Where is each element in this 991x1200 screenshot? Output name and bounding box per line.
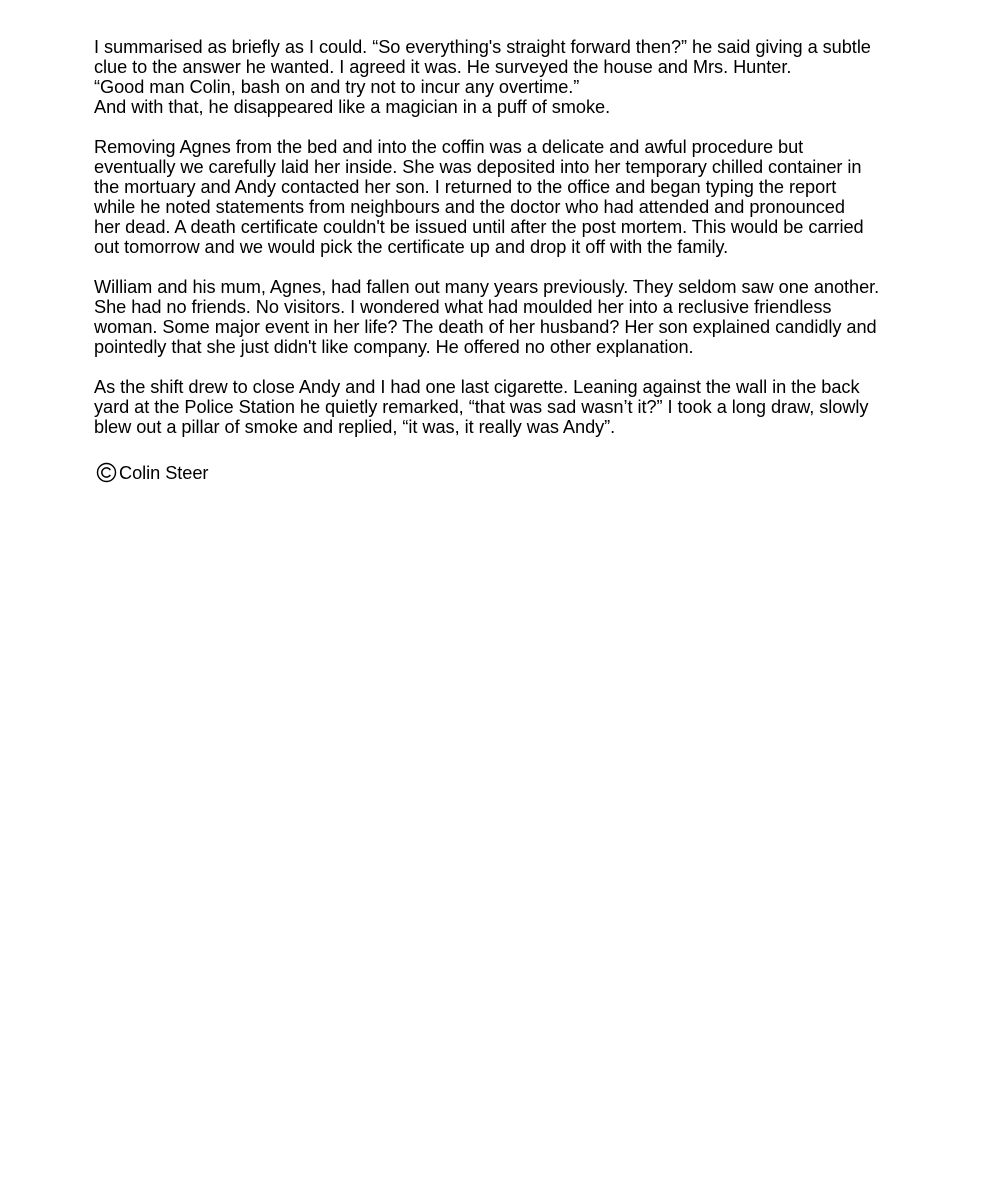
paragraph-2 [94, 137, 904, 257]
text-line: out tomorrow and we would pick the certificate up and drop it off with the family. [94, 237, 729, 257]
author-name: Colin Steer [119, 462, 209, 483]
text-line: the mortuary and Andy contacted her son. I returned to the office and began typing the report [94, 177, 837, 197]
text-line: woman. Some major event in her life? The death of her husband? Her son explained candidly and [94, 317, 877, 337]
text-line: pointedly that she just didn't like company. He offered no other explanation. [94, 337, 694, 357]
text-line: yard at the Police Station he quietly remarked, “that was sad wasn’t it?” I took a long draw, slowly [94, 397, 869, 417]
text-line: Removing Agnes from the bed and into the coffin was a delicate and awful procedure but [94, 137, 804, 157]
copyright-icon [96, 462, 117, 483]
document-page [94, 37, 904, 483]
text-line: William and his mum, Agnes, had fallen out many years previously. They seldom saw one another. [94, 277, 880, 297]
text-line: “Good man Colin, bash on and try not to incur any overtime.” [94, 77, 580, 97]
text-line: And with that, he disappeared like a magician in a puff of smoke. [94, 97, 611, 117]
text-line: eventually we carefully laid her inside. She was deposited into her temporary chilled container in [94, 157, 862, 177]
text-line: She had no friends. No visitors. I wondered what had moulded her into a reclusive friendless [94, 297, 832, 317]
text-line: As the shift drew to close Andy and I had one last cigarette. Leaning against the wall in the back [94, 377, 860, 397]
paragraph-4 [94, 377, 904, 437]
text-line: I summarised as briefly as I could. “So everything's straight forward then?” he said giving a subtle [94, 37, 871, 57]
paragraph-3 [94, 277, 904, 357]
text-line: clue to the answer he wanted. I agreed it was. He surveyed the house and Mrs. Hunter. [94, 57, 792, 77]
signature [94, 462, 904, 483]
text-line: while he noted statements from neighbours and the doctor who had attended and pronounced [94, 197, 845, 217]
text-line: her dead. A death certificate couldn't be issued until after the post mortem. This would be carried [94, 217, 864, 237]
paragraph-1 [94, 37, 904, 117]
text-line: blew out a pillar of smoke and replied, “it was, it really was Andy”. [94, 417, 616, 437]
